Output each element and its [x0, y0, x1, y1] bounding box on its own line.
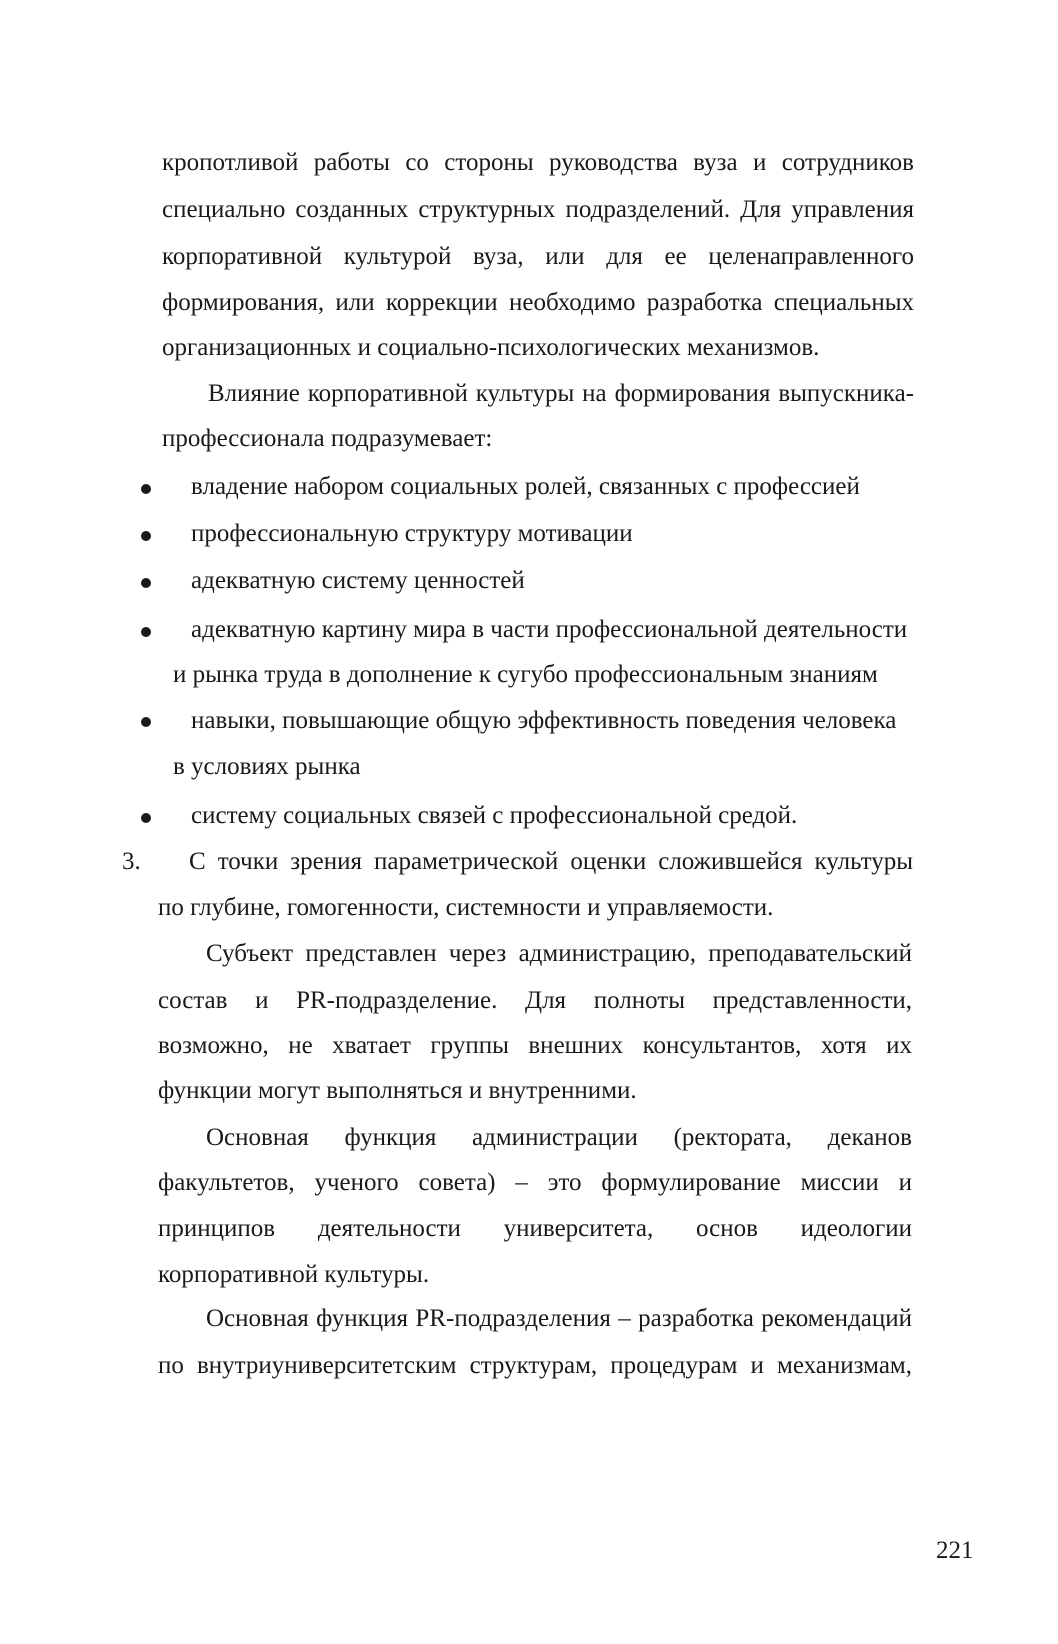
- list-item-text: адекватную систему ценностей: [191, 567, 525, 594]
- text-line: Субъект представлен через администрацию, преподавательский: [206, 940, 912, 967]
- text-line: функции могут выполняться и внутренними.: [158, 1077, 637, 1104]
- list-item-text: навыки, повышающие общую эффективность поведения человека: [191, 707, 897, 734]
- text-line: принципов деятельности университета, основ идеологии: [158, 1215, 912, 1242]
- list-item-text: систему социальных связей с профессиональной средой.: [191, 802, 798, 829]
- bullet-icon: [141, 813, 151, 823]
- text-line: состав и PR-подразделение. Для полноты представленности,: [158, 987, 912, 1014]
- text-line: специально созданных структурных подразделений. Для управления: [162, 196, 914, 223]
- list-item-text-continuation: в условиях рынка: [173, 753, 361, 780]
- text-line: корпоративной культуры.: [158, 1261, 430, 1288]
- list-item-text: владение набором социальных ролей, связанных с профессией: [191, 473, 860, 500]
- text-line: по глубине, гомогенности, системности и управляемости.: [158, 894, 774, 921]
- bullet-icon: [141, 531, 151, 541]
- text-line: по внутриуниверситетским структурам, процедурам и механизмам,: [158, 1352, 912, 1379]
- text-line: Влияние корпоративной культуры на формирования выпускника-: [208, 380, 914, 407]
- text-line: организационных и социально-психологических механизмов.: [162, 334, 820, 361]
- bullet-icon: [141, 484, 151, 494]
- page-number: 221: [936, 1537, 974, 1564]
- text-line: формирования, или коррекции необходимо разработка специальных: [162, 289, 914, 316]
- bullet-icon: [141, 578, 151, 588]
- list-item-text: адекватную картину мира в части профессиональной деятельности: [191, 616, 908, 643]
- text-line: профессионала подразумевает:: [162, 425, 493, 452]
- list-item-text: профессиональную структуру мотивации: [191, 520, 633, 547]
- text-line: возможно, не хватает группы внешних консультантов, хотя их: [158, 1032, 912, 1059]
- text-line: С точки зрения параметрической оценки сложившейся культуры: [189, 848, 913, 875]
- item-number: 3.: [122, 848, 141, 875]
- text-line: кропотливой работы со стороны руководства вуза и сотрудников: [162, 149, 914, 176]
- bullet-icon: [141, 627, 151, 637]
- bullet-icon: [141, 717, 151, 727]
- text-line: Основная функция администрации (ректората, деканов: [206, 1124, 912, 1151]
- list-item-text-continuation: и рынка труда в дополнение к сугубо профессиональным знаниям: [173, 661, 878, 688]
- text-line: факультетов, ученого совета) – это формулирование миссии и: [158, 1169, 912, 1196]
- text-line: Основная функция PR-подразделения – разработка рекомендаций: [206, 1305, 912, 1332]
- text-line: корпоративной культурой вуза, или для ее целенаправленного: [162, 243, 914, 270]
